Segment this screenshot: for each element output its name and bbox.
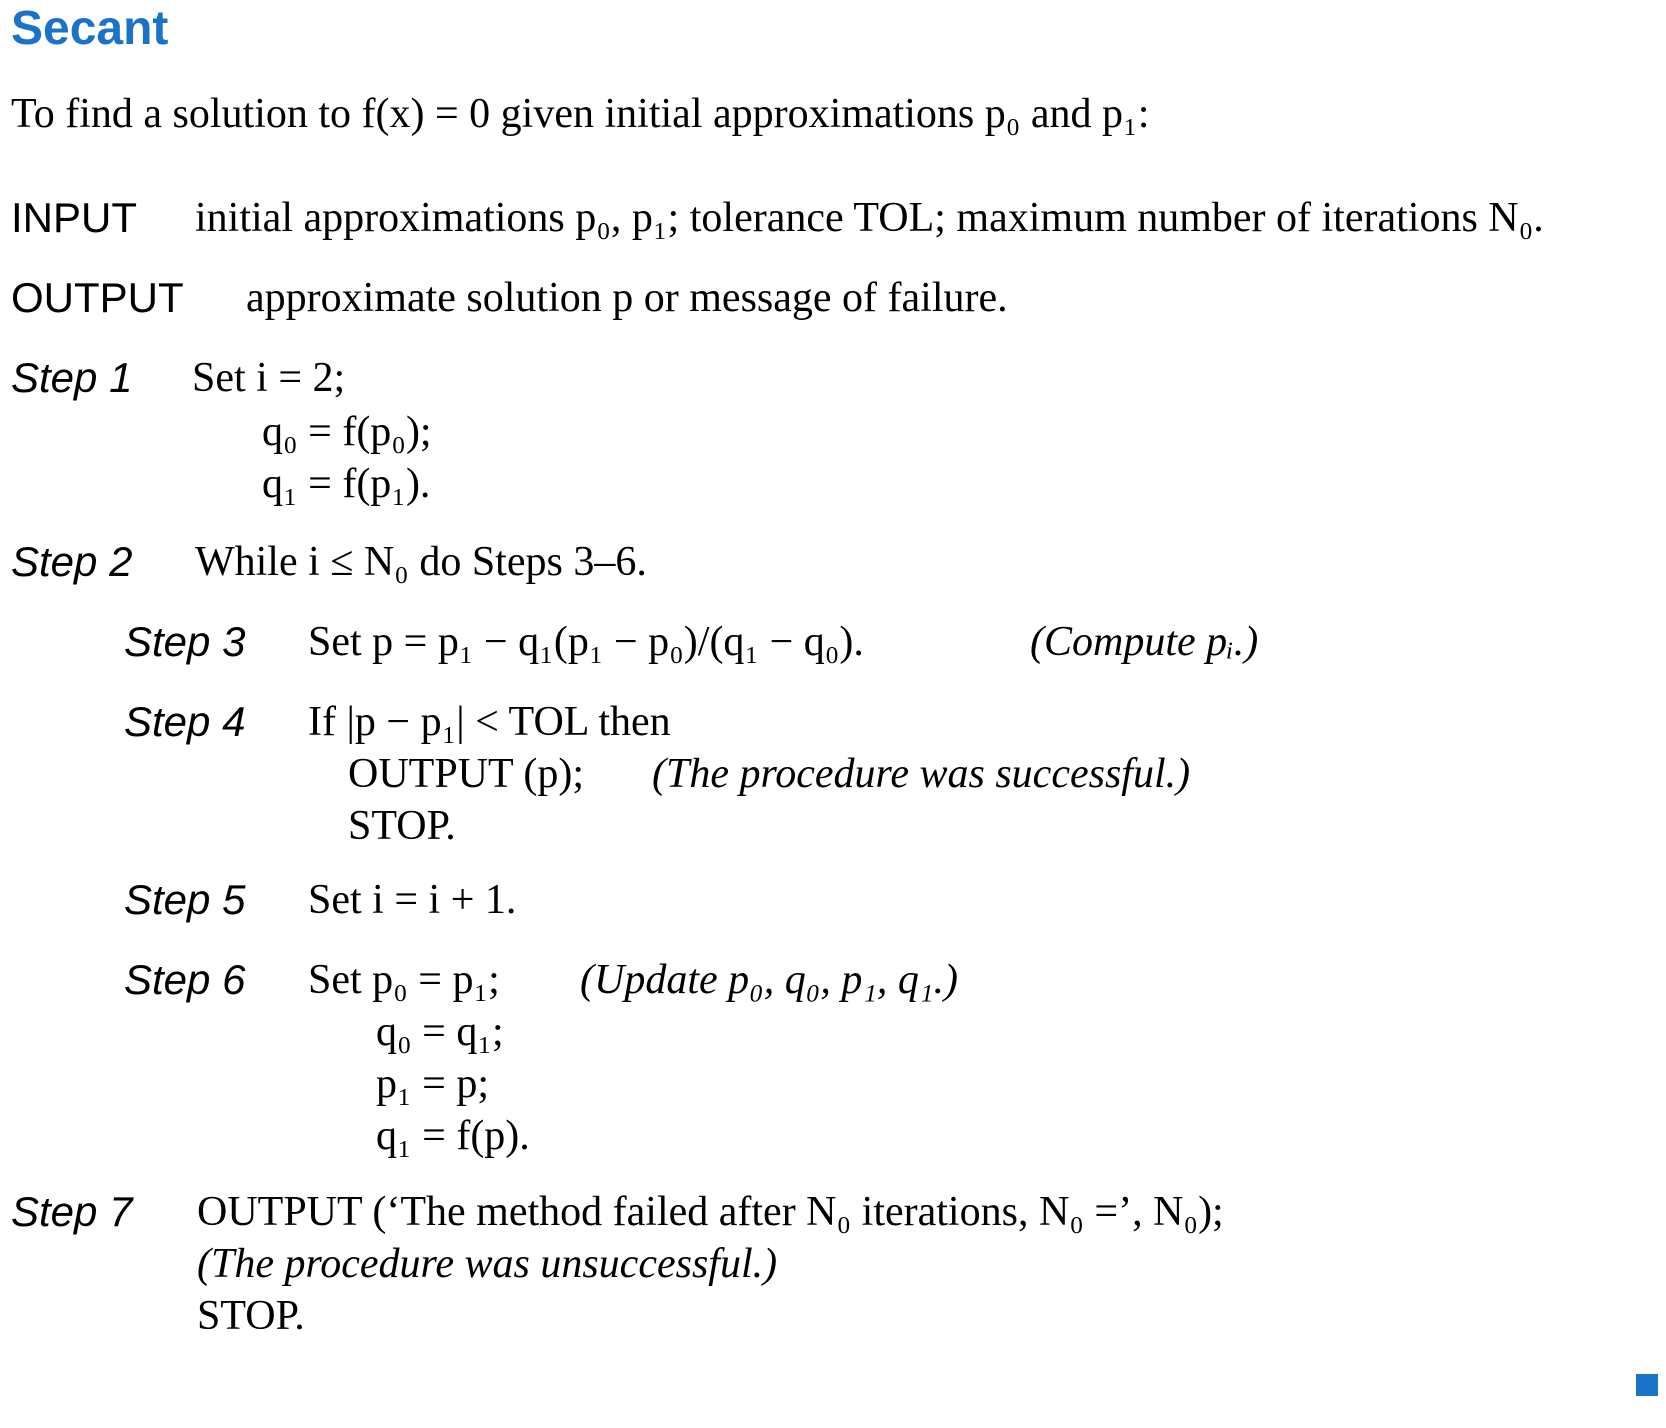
step-1-line-2: q₀ = f(p₀); [262,409,432,455]
step-7-line-3: STOP. [197,1293,305,1339]
step-6-line-1: Set p₀ = p₁; [308,957,500,1003]
step-6-line-3: p₁ = p; [376,1061,489,1107]
input-label: INPUT [11,194,137,241]
step-6-label: Step 6 [124,956,246,1003]
step-4-comment: (The procedure was successful.) [652,751,1191,797]
step-1-line-1: Set i = 2; [192,355,346,401]
step-7-line-1: OUTPUT (‘The method failed after N₀ iterations, N₀ =’, N₀); [197,1189,1224,1235]
step-2-label: Step 2 [11,538,133,585]
step-4-line-1: If |p − p₁| < TOL then [308,699,671,745]
step-1-line-3: q₁ = f(p₁). [262,461,431,507]
step-5-line-1: Set i = i + 1. [308,877,517,923]
step-6-line-2: q₀ = q₁; [376,1009,504,1055]
intro-text: To find a solution to f(x) = 0 given initial approximations p₀ and p₁: [11,91,1150,137]
step-4-label: Step 4 [124,698,246,745]
step-7-line-2: (The procedure was unsuccessful.) [197,1241,778,1287]
step-4-line-2: OUTPUT (p); [348,751,585,797]
end-of-algorithm-square-icon [1636,1374,1658,1396]
step-5-label: Step 5 [124,876,246,923]
step-7-label: Step 7 [11,1188,133,1235]
page-title: Secant [11,2,169,55]
step-2-line-1: While i ≤ N₀ do Steps 3–6. [195,539,647,585]
step-6-line-4: q₁ = f(p). [376,1113,530,1159]
step-3-line-1: Set p = p₁ − q₁(p₁ − p₀)/(q₁ − q₀). [308,619,864,665]
input-text: initial approximations p₀, p₁; tolerance TOL; maximum number of iterations N₀. [195,195,1544,241]
step-6-comment: (Update p₀, q₀, p₁, q₁.) [580,957,959,1003]
output-label: OUTPUT [11,274,184,321]
step-1-label: Step 1 [11,354,133,401]
step-3-comment: (Compute pᵢ.) [1030,619,1259,665]
step-4-line-3: STOP. [348,803,456,849]
step-3-label: Step 3 [124,618,246,665]
output-text: approximate solution p or message of failure. [246,275,1008,321]
